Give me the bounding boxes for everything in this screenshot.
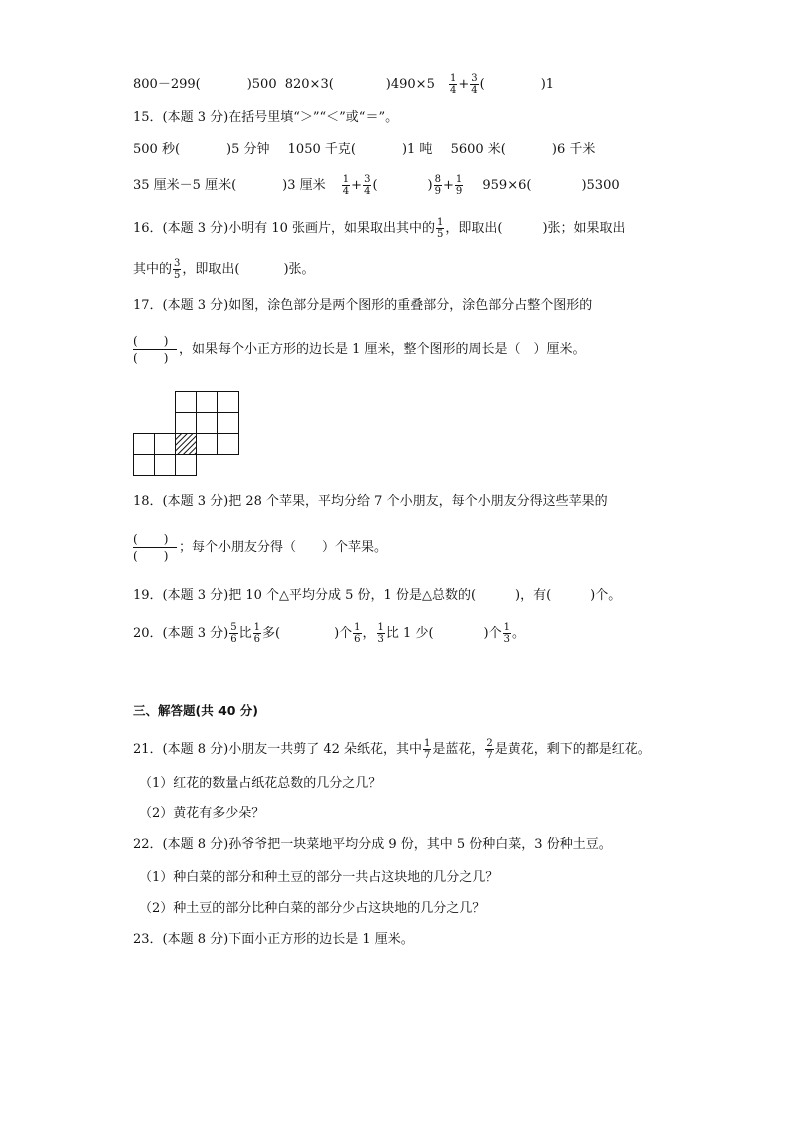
q15-stem: 15．(本题 3 分)在括号里填“＞”“＜”或“＝”。 xyxy=(133,110,399,125)
q15-row2: 35 厘米－5 厘米( )3 厘米 $\frac{1}{4}$ + $\frac{3}{4}$ ( ) $\frac{8}{9}$ + $\frac{1}{9}$ 959×6( )5300 xyxy=(133,174,620,197)
q16-line1: 16．(本题 3 分)小明有 10 张画片，如果取出其中的 $\frac{1}{5}$ ，即取出( )张；如果取出 xyxy=(133,217,626,240)
q17-line2: ( ) ( ) ，如果每个小正方形的边长是 1 厘米，整个图形的周长是（ ）厘米。 xyxy=(133,334,586,365)
fraction: $\frac{3}{4}$ xyxy=(471,73,478,96)
fraction: $\frac{1}{4}$ xyxy=(450,73,457,96)
fraction: $\frac{1}{5}$ xyxy=(437,217,444,240)
fraction: $\frac{1}{6}$ xyxy=(253,622,260,645)
fraction: $\frac{1}{6}$ xyxy=(354,622,361,645)
q21-sub1: （1）红花的数量占纸花总数的几分之几？ xyxy=(139,776,382,791)
fraction: $\frac{3}{5}$ xyxy=(174,258,181,281)
fraction: $\frac{2}{7}$ xyxy=(486,738,493,761)
fraction: $\frac{1}{7}$ xyxy=(424,738,431,761)
q19-line: 19．(本题 3 分)把 10 个△平均分成 5 份，1 份是△总数的( )，有( )个。 xyxy=(133,588,622,603)
section-heading: 三、解答题(共 40 分) xyxy=(133,703,259,718)
fraction: $\frac{1}{3}$ xyxy=(377,622,384,645)
q16-line2: 其中的 $\frac{3}{5}$ ，即取出( )张。 xyxy=(133,258,315,281)
shaded-overlap-square xyxy=(176,434,197,455)
q22-line: 22．(本题 8 分)孙爷爷把一块菜地平均分成 9 份，其中 5 份种白菜，3 份种土豆。 xyxy=(133,837,612,852)
fraction: $\frac{1}{4}$ xyxy=(342,174,350,197)
q21-sub2: （2）黄花有多少朵？ xyxy=(139,806,265,821)
q18-line1: 18．(本题 3 分)把 28 个苹果，平均分给 7 个小朋友，每个小朋友分得这些苹果的 xyxy=(133,494,608,509)
q23-line: 23．(本题 8 分)下面小正方形的边长是 1 厘米。 xyxy=(133,932,414,947)
q22-sub2: （2）种土豆的部分比种白菜的部分少占这块地的几分之几？ xyxy=(139,901,486,916)
fraction: $\frac{3}{4}$ xyxy=(364,174,371,197)
q17-line1: 17．(本题 3 分)如图，涂色部分是两个图形的重叠部分，涂色部分占整个图形的 xyxy=(133,298,593,313)
fraction-blank[interactable]: ( ) ( ) xyxy=(133,333,177,366)
fraction: $\frac{8}{9}$ xyxy=(434,174,441,197)
fraction-blank[interactable]: ( ) ( ) xyxy=(133,531,177,564)
q22-sub1: （1）种白菜的部分和种土豆的部分一共占这块地的几分之几？ xyxy=(139,870,499,885)
q20-line: 20．(本题 3 分) $\frac{5}{6}$ 比 $\frac{1}{6}$ 多( )个 $\frac{1}{6}$ ， $\frac{1}{3}$ 比 1 少( )个 $\frac{1}{3}$ 。 xyxy=(133,622,525,645)
fraction: $\frac{5}{6}$ xyxy=(230,622,237,645)
fraction: $\frac{1}{3}$ xyxy=(503,622,510,645)
square-grid-figure xyxy=(133,391,243,479)
q14-row: 800－299( )500 820×3( )490×5 $\frac{1}{4}$ + $\frac{3}{4}$ ( )1 xyxy=(133,73,555,96)
q18-line2: ( ) ( ) ；每个小朋友分得（ ）个苹果。 xyxy=(133,532,388,563)
fraction: $\frac{1}{9}$ xyxy=(455,174,463,197)
q21-line: 21．(本题 8 分)小朋友一共剪了 42 朵纸花，其中 $\frac{1}{7}$ 是蓝花， $\frac{2}{7}$ 是黄花，剩下的都是红花。 xyxy=(133,738,651,761)
q15-row1: 500 秒( )5 分钟 1050 千克( )1 吨 5600 米( )6 千米 xyxy=(133,142,596,157)
